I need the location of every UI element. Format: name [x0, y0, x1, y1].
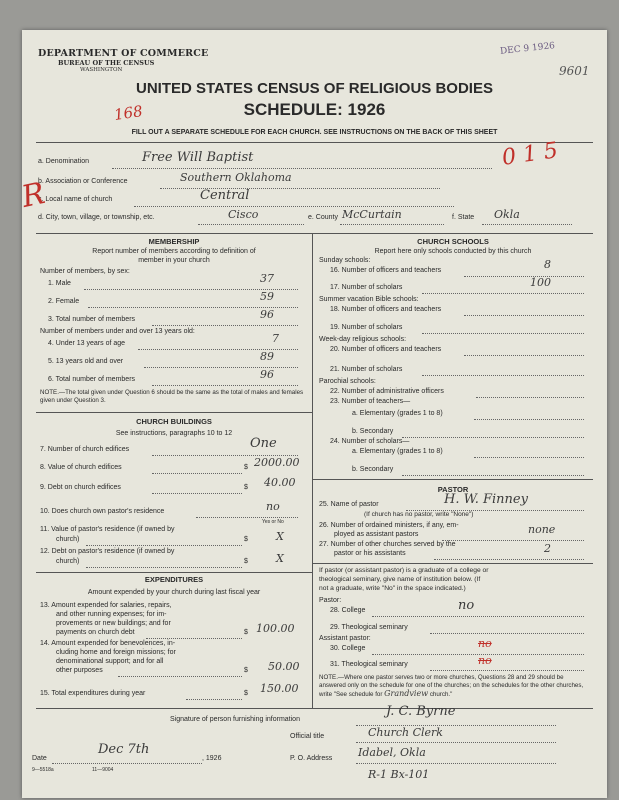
q13-label-1: 13. Amount expended for salaries, repairs, — [40, 602, 172, 609]
q16-answer[interactable]: 8 — [544, 258, 551, 271]
po-address-value[interactable]: Idabel, Okla — [358, 746, 426, 759]
q9-line — [152, 493, 242, 494]
expenditures-subtitle: Amount expended by your church during last fiscal year — [87, 589, 261, 596]
rule — [36, 708, 593, 709]
q17-answer[interactable]: 100 — [530, 276, 551, 289]
form-instruction: FILL OUT A SEPARATE SCHEDULE FOR EACH CHURCH. SEE INSTRUCTIONS ON THE BACK OF THIS SHEET — [131, 129, 498, 136]
q14-dollar: $ — [244, 667, 248, 674]
q23b-line — [402, 437, 584, 438]
q14-label-1: 14. Amount expended for benevolences, in- — [40, 640, 176, 647]
q23-label: 23. Number of teachers— — [330, 398, 411, 405]
q4-line — [138, 349, 298, 350]
q6-line — [152, 385, 298, 386]
q13-label-2: and other running expenses; for im- — [56, 611, 167, 618]
q14-line — [118, 676, 242, 677]
q26-line — [442, 540, 584, 541]
membership-title: MEMBERSHIP — [148, 237, 200, 246]
q11-label-2: church) — [56, 536, 80, 543]
q5-answer[interactable]: 89 — [260, 350, 274, 363]
q25-note: (If church has no pastor, write "None") — [364, 511, 474, 518]
date-year: , 1926 — [202, 755, 222, 762]
county-value[interactable]: McCurtain — [342, 208, 402, 221]
q14-answer[interactable]: 50.00 — [268, 660, 300, 673]
q24b-label: b. Secondary — [352, 466, 394, 473]
schedule-title: SCHEDULE: 1926 — [243, 100, 386, 119]
q31-label: 31. Theological seminary — [330, 661, 408, 668]
q27-label-1: 27. Number of other churches served by the — [319, 541, 456, 548]
q5-line — [144, 367, 298, 368]
handwritten-code: 168 — [112, 102, 144, 124]
denomination-value[interactable]: Free Will Baptist — [142, 150, 254, 165]
q10-answer[interactable]: no — [266, 500, 280, 513]
q6-label: 6. Total number of members — [48, 376, 136, 383]
schools-subtitle: Report here only schools conducted by this church — [374, 248, 532, 255]
expenditures-title: EXPENDITURES — [144, 575, 204, 584]
q12-dollar: $ — [244, 558, 248, 565]
city-heading: WASHINGTON — [80, 67, 123, 73]
q15-answer[interactable]: 150.00 — [260, 682, 299, 695]
graduate-instr-2: theological seminary, give name of institution below. (If — [319, 576, 481, 583]
q26-label-2: ployed as assistant pastors — [334, 531, 419, 538]
q11-dollar: $ — [244, 536, 248, 543]
q30-label: 30. College — [330, 645, 366, 652]
q7-label: 7. Number of church edifices — [40, 446, 130, 453]
q9-label: 9. Debt on church edifices — [40, 484, 121, 491]
po-address-value-2[interactable]: R-1 Bx-101 — [368, 768, 430, 781]
q28-label: 28. College — [330, 607, 366, 614]
rule — [36, 142, 593, 143]
q22-line — [476, 397, 584, 398]
membership-note: NOTE.—The total given under Question 6 should be the same as the total of males and females given under Question 3. — [40, 389, 304, 404]
association-label: b. Association or Conference — [38, 178, 128, 185]
state-value[interactable]: Okla — [494, 208, 520, 221]
q14-label-3: denominational support; and for all — [56, 658, 164, 665]
red-r-mark: R — [18, 176, 48, 215]
q20-label: 20. Number of officers and teachers — [330, 346, 442, 353]
grid-top-rule — [36, 233, 593, 234]
official-title-line — [356, 742, 556, 743]
city-value[interactable]: Cisco — [228, 208, 259, 221]
q16-label: 16. Number of officers and teachers — [330, 267, 442, 274]
q18-label: 18. Number of officers and teachers — [330, 306, 442, 313]
q31-line — [430, 670, 584, 671]
department-heading: DEPARTMENT OF COMMERCE — [38, 48, 209, 59]
rule — [36, 572, 312, 573]
q7-answer[interactable]: One — [250, 436, 277, 451]
q9-dollar: $ — [244, 484, 248, 491]
q8-line — [152, 473, 242, 474]
note-church-fill[interactable]: Grandview — [384, 689, 429, 698]
census-schedule-sheet — [18, 30, 607, 798]
print-number: 11—9004 — [92, 767, 114, 773]
weekday-schools-label: Week-day religious schools: — [319, 336, 407, 343]
q28-answer[interactable]: no — [458, 598, 475, 613]
form-title: UNITED STATES CENSUS OF RELIGIOUS BODIES — [136, 80, 493, 97]
yes-no-hint: Yes or No — [262, 519, 284, 525]
q21-label: 21. Number of scholars — [330, 366, 403, 373]
association-value[interactable]: Southern Oklahoma — [180, 171, 292, 184]
local-name-value[interactable]: Central — [200, 188, 250, 203]
county-label: e. County — [308, 214, 338, 221]
membership-subtitle-1: Report number of members according to definition of — [92, 248, 256, 255]
local-name-line — [134, 206, 454, 207]
rule — [36, 412, 312, 413]
q18-line — [464, 315, 584, 316]
q13-dollar: $ — [244, 629, 248, 636]
q24b-line — [402, 475, 584, 476]
q15-dollar: $ — [244, 690, 248, 697]
q21-line — [422, 375, 584, 376]
parochial-schools-label: Parochial schools: — [319, 378, 376, 385]
q17-line — [422, 293, 584, 294]
q4-answer[interactable]: 7 — [272, 332, 279, 345]
q2-label: 2. Female — [48, 298, 80, 305]
q31-answer[interactable]: no — [478, 654, 492, 667]
graduate-instr-1: If pastor (or assistant pastor) is a graduate of a college or — [319, 567, 489, 574]
q3-answer[interactable]: 96 — [260, 308, 274, 321]
q9-answer[interactable]: 40.00 — [264, 476, 296, 489]
q12-label-1: 12. Debt on pastor's residence (if owned by — [40, 548, 175, 555]
q17-label: 17. Number of scholars — [330, 284, 403, 291]
q2-answer[interactable]: 59 — [260, 290, 274, 303]
q10-label: 10. Does church own pastor's residence — [40, 508, 165, 515]
q24a-label: a. Elementary (grades 1 to 8) — [352, 448, 443, 455]
denomination-label: a. Denomination — [38, 158, 89, 165]
q12-line — [86, 567, 242, 568]
q28-line — [372, 616, 584, 617]
q8-dollar: $ — [244, 464, 248, 471]
pastor-note — [319, 674, 591, 699]
date-value[interactable]: Dec 7th — [98, 742, 150, 757]
state-line — [482, 224, 572, 225]
q19-label: 19. Number of scholars — [330, 324, 403, 331]
buildings-subtitle: See instructions, paragraphs 10 to 12 — [115, 430, 233, 437]
q24-label: 24. Number of scholars— — [330, 438, 410, 445]
sunday-schools-label: Sunday schools: — [319, 257, 371, 264]
buildings-title: CHURCH BUILDINGS — [136, 417, 212, 426]
rule — [312, 479, 593, 480]
q27-line — [434, 559, 584, 560]
city-line — [198, 224, 304, 225]
q23a-label: a. Elementary (grades 1 to 8) — [352, 410, 443, 417]
q5-label: 5. 13 years old and over — [48, 358, 124, 365]
local-name-label: c. Local name of church — [38, 196, 113, 203]
received-date-stamp: DEC 9 1926 — [499, 41, 556, 57]
members-by-age-label: Number of members under and over 13 years old: — [40, 328, 195, 335]
red-code: 0 1 5 — [500, 138, 560, 171]
summer-schools-label: Summer vacation Bible schools: — [319, 296, 419, 303]
q29-label: 29. Theological seminary — [330, 624, 408, 631]
bureau-heading: BUREAU OF THE CENSUS — [58, 59, 155, 67]
denomination-line — [112, 168, 492, 169]
q8-label: 8. Value of church edifices — [40, 464, 122, 471]
stamp-number: 9601 — [559, 64, 590, 78]
q3-label: 3. Total number of members — [48, 316, 136, 323]
q11-label-1: 11. Value of pastor's residence (if owned by — [40, 526, 175, 533]
q12-answer[interactable]: X — [276, 552, 284, 565]
q23b-label: b. Secondary — [352, 428, 394, 435]
q24a-line — [474, 457, 584, 458]
form-number: 9—5518a — [32, 767, 54, 773]
q1-label: 1. Male — [48, 280, 71, 287]
q13-answer[interactable]: 100.00 — [256, 622, 295, 635]
q13-line — [146, 638, 242, 639]
q4-label: 4. Under 13 years of age — [48, 340, 126, 347]
po-address-label: P. O. Address — [290, 755, 333, 762]
q22-label: 22. Number of administrative officers — [330, 388, 444, 395]
membership-subtitle-2: member in your church — [138, 257, 210, 264]
rule — [312, 563, 593, 564]
q1-answer[interactable]: 37 — [260, 272, 274, 285]
date-line — [52, 763, 202, 764]
q26-answer[interactable]: none — [528, 523, 556, 536]
pastor-subhead: Pastor: — [319, 597, 342, 604]
q14-label-4: other purposes — [56, 667, 103, 674]
q14-label-2: cluding home and foreign missions; for — [56, 649, 176, 656]
pastor-note-text: NOTE.—Where one pastor serves two or more churches, Questions 28 and 29 should be answered only on the schedule for one of the churches; on the schedules for the other churches, write "See schedule for — [319, 674, 584, 698]
signature-value[interactable]: J. C. Byrne — [386, 704, 456, 719]
q19-line — [422, 333, 584, 334]
q13-label-3: provements or new buildings; and for — [56, 620, 171, 627]
q27-answer[interactable]: 2 — [544, 542, 551, 555]
state-label: f. State — [452, 214, 475, 221]
city-label: d. City, town, village, or township, etc. — [38, 214, 155, 221]
assistant-pastor-subhead: Assistant pastor: — [319, 635, 371, 642]
q11-line — [86, 545, 242, 546]
signature-label: Signature of person furnishing information — [170, 716, 300, 723]
q20-line — [464, 355, 584, 356]
q27-label-2: pastor or his assistants — [334, 550, 406, 557]
q6-answer[interactable]: 96 — [260, 368, 274, 381]
q13-label-4: payments on church debt — [56, 629, 135, 636]
q8-answer[interactable]: 2000.00 — [254, 456, 300, 469]
q16-line — [464, 276, 584, 277]
q12-label-2: church) — [56, 558, 80, 565]
county-line — [340, 224, 444, 225]
q11-answer[interactable]: X — [276, 530, 284, 543]
q29-line — [430, 633, 584, 634]
q30-answer[interactable]: no — [478, 637, 492, 650]
members-by-sex-label: Number of members, by sex: — [40, 268, 130, 275]
po-address-line — [356, 763, 556, 764]
official-title-label: Official title — [290, 733, 325, 740]
q25-label: 25. Name of pastor — [319, 501, 379, 508]
q10-line — [196, 517, 298, 518]
pastor-note-end: church." — [429, 691, 453, 698]
q3-line — [152, 325, 298, 326]
graduate-instr-3: not a graduate, write "No" in the space indicated.) — [319, 585, 466, 592]
q15-label: 15. Total expenditures during year — [40, 690, 146, 697]
official-title-value[interactable]: Church Clerk — [368, 726, 443, 739]
schools-title: CHURCH SCHOOLS — [417, 237, 489, 246]
q25-answer[interactable]: H. W. Finney — [444, 492, 528, 507]
column-divider — [312, 233, 313, 708]
q26-label-1: 26. Number of ordained ministers, if any, em- — [319, 522, 459, 529]
pastor-title: PASTOR — [437, 485, 469, 494]
q23a-line — [474, 419, 584, 420]
q15-line — [186, 699, 242, 700]
date-label: Date — [32, 755, 47, 762]
